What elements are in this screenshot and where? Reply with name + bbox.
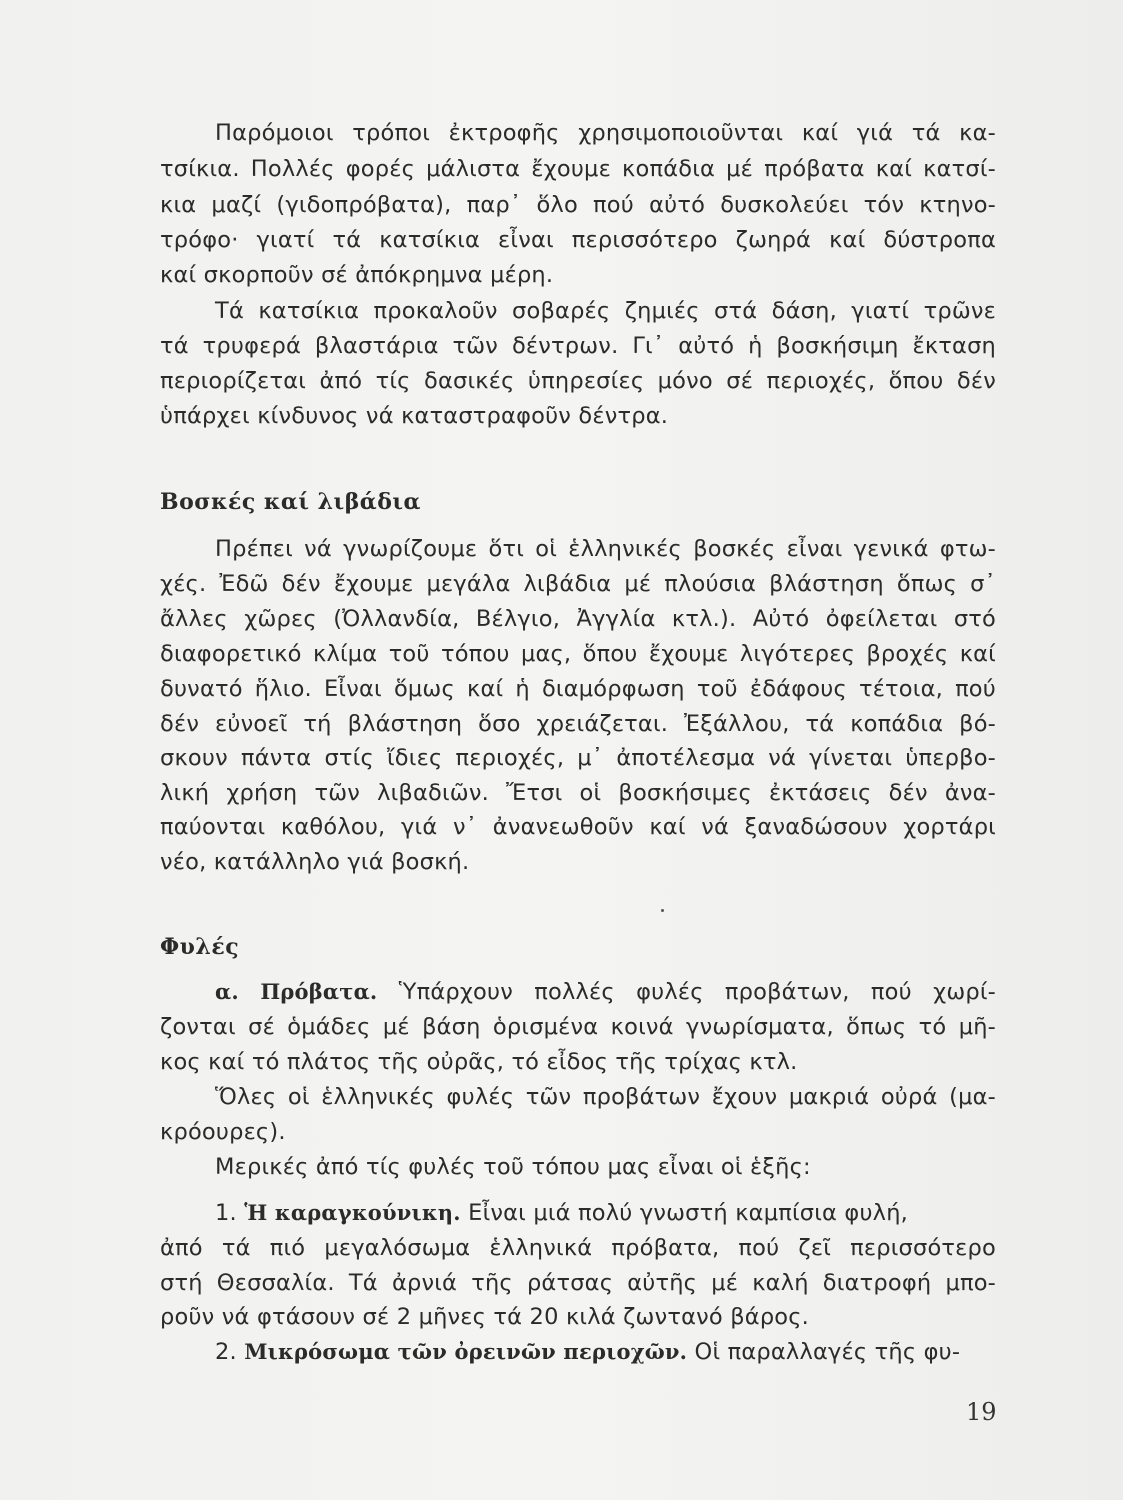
list-number: 1. [215, 1200, 237, 1226]
text-line [215, 975, 996, 1009]
text-line: τρόφο· γιατί τά κατσίκια εἶναι περισσότερο ζωηρά καί δύστροπα [160, 227, 996, 253]
breed-name: Μικρόσωμα τῶν ὀρεινῶν περιοχῶν. [244, 1339, 688, 1364]
text-run: Οἱ παραλλαγές τῆς φυ- [687, 1339, 961, 1365]
text-line [215, 1196, 996, 1230]
text-line: ροῦν νά φτάσουν σέ 2 μῆνες τά 20 κιλά ζωντανό βάρος. [160, 1304, 810, 1330]
text-line [215, 1335, 996, 1369]
text-line: δυνατό ἥλιο. Εἶναι ὅμως καί ἡ διαμόρφωση τοῦ ἐδάφους τέτοια, πού [160, 676, 996, 702]
text-line: ἄλλες χῶρες (Ὀλλανδία, Βέλγιο, Ἀγγλία κτλ.). Αὐτό ὀφείλεται στό [160, 606, 996, 632]
text-run: Εἶναι μιά πολύ γνωστή καμπίσια φυλή, [460, 1200, 909, 1226]
text-line: τά τρυφερά βλαστάρια τῶν δέντρων. Γι᾽ αὐτό ἡ βοσκήσιμη ἔκταση [160, 333, 996, 359]
text-line: Παρόμοιοι τρόποι ἐκτροφῆς χρησιμοποιοῦνται καί γιά τά κα- [215, 120, 996, 146]
text-line: χές. Ἐδῶ δέν ἔχουμε μεγάλα λιβάδια μέ πλούσια βλάστηση ὅπως σ᾽ [160, 571, 996, 597]
stray-dot [661, 909, 664, 912]
text-line: ζονται σέ ὁμάδες μέ βάση ὁρισμένα κοινά γνωρίσματα, ὅπως τό μῆ- [160, 1014, 996, 1040]
text-line: κρόουρες). [160, 1119, 286, 1145]
text-line: κια μαζί (γιδοπρόβατα), παρ᾽ ὅλο πού αὐτό δυσκολεύει τόν κτηνο- [160, 192, 996, 218]
text-line: σκουν πάντα στίς ἴδιες περιοχές, μ᾽ ἀποτέλεσμα νά γίνεται ὑπερβο- [160, 745, 996, 771]
text-run: Ὑπάρχουν πολλές φυλές προβάτων, πού χωρί- [377, 979, 996, 1005]
text-line: Ὅλες οἱ ἑλληνικές φυλές τῶν προβάτων ἔχουν μακριά οὐρά (μα- [215, 1084, 996, 1110]
text-line: ἀπό τά πιό μεγαλόσωμα ἑλληνικά πρόβατα, πού ζεῖ περισσότερο [160, 1235, 996, 1261]
text-line: ὑπάρχει κίνδυνος νά καταστραφοῦν δέντρα. [160, 403, 669, 429]
text-line: Μερικές ἀπό τίς φυλές τοῦ τόπου μας εἶναι οἱ ἑξῆς: [215, 1154, 811, 1180]
section-heading: Φυλές [160, 934, 240, 960]
text-line: παύονται καθόλου, γιά ν᾽ ἀνανεωθοῦν καί νά ξαναδώσουν χορτάρι [160, 814, 996, 840]
text-line: δέν εὐνοεῖ τή βλάστηση ὅσο χρειάζεται. Ἐξάλλου, τά κοπάδια βό- [160, 711, 996, 737]
text-line: λική χρήση τῶν λιβαδιῶν. Ἔτσι οἱ βοσκήσιμες ἐκτάσεις δέν ἀνα- [160, 780, 996, 806]
text-line: Τά κατσίκια προκαλοῦν σοβαρές ζημιές στά δάση, γιατί τρῶνε [215, 298, 996, 324]
text-line: νέο, κατάλληλο γιά βοσκή. [160, 849, 470, 875]
text-line: τσίκια. Πολλές φορές μάλιστα ἔχουμε κοπάδια μέ πρόβατα καί κατσί- [160, 156, 996, 182]
section-heading: Βοσκές καί λιβάδια [160, 489, 421, 515]
list-number: 2. [215, 1339, 237, 1365]
subsection-label: α. Πρόβατα. [215, 979, 378, 1004]
page-number: 19 [966, 1398, 997, 1426]
text-line: κος καί τό πλάτος τῆς οὐρᾶς, τό εἶδος τῆς τρίχας κτλ. [160, 1049, 798, 1075]
text-line: στή Θεσσαλία. Τά ἀρνιά τῆς ράτσας αὐτῆς μέ καλή διατροφή μπο- [160, 1270, 996, 1296]
text-line: Πρέπει νά γνωρίζουμε ὅτι οἱ ἑλληνικές βοσκές εἶναι γενικά φτω- [215, 536, 996, 562]
text-line: διαφορετικό κλίμα τοῦ τόπου μας, ὅπου ἔχουμε λιγότερες βροχές καί [160, 641, 996, 667]
breed-name: Ἡ καραγκούνικη. [244, 1200, 461, 1225]
text-line: περιορίζεται ἀπό τίς δασικές ὑπηρεσίες μόνο σέ περιοχές, ὅπου δέν [160, 368, 996, 394]
text-line: καί σκορποῦν σέ ἀπόκρημνα μέρη. [160, 262, 554, 288]
